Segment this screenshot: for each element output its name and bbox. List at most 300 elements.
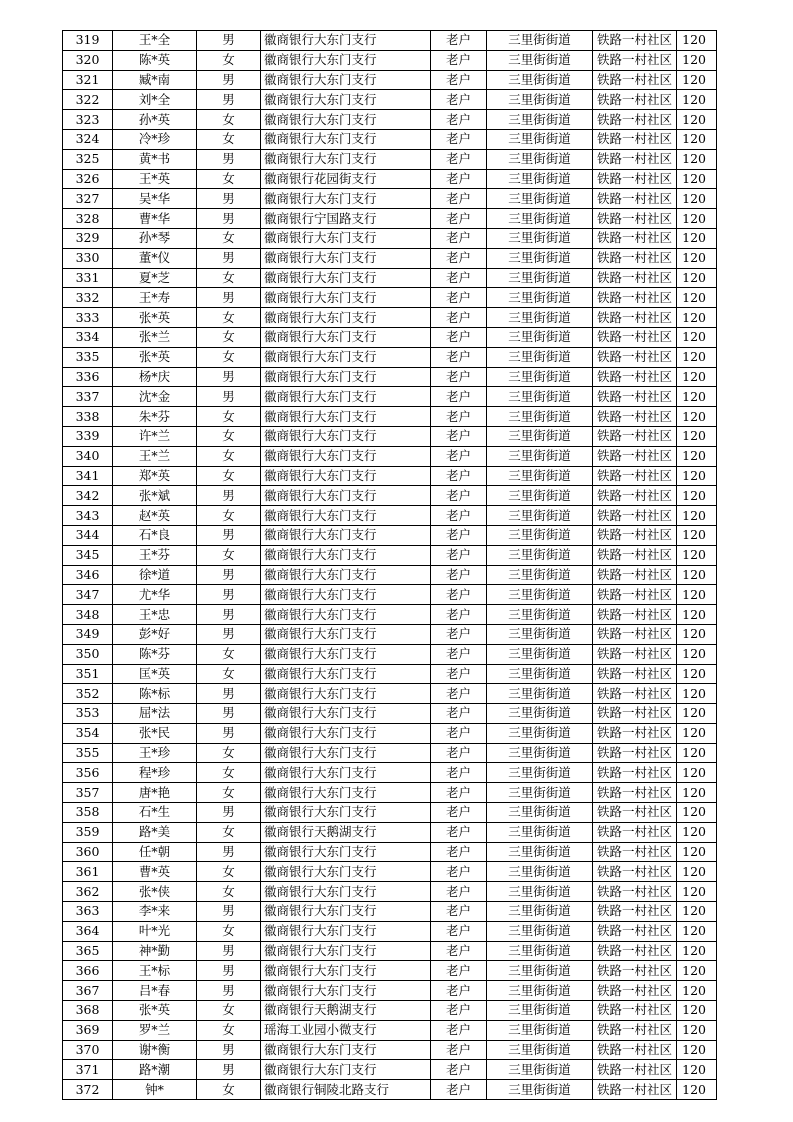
household-type-cell: 老户 (431, 466, 487, 486)
community-cell: 铁路一村社区 (593, 704, 677, 724)
subdistrict-cell: 三里街街道 (487, 941, 593, 961)
name-cell: 任*朝 (113, 842, 197, 862)
community-cell: 铁路一村社区 (593, 228, 677, 248)
subdistrict-cell: 三里街街道 (487, 446, 593, 466)
table-row (63, 506, 717, 526)
name-cell: 王*兰 (113, 446, 197, 466)
row-number-cell: 358 (63, 803, 113, 823)
community-cell: 铁路一村社区 (593, 387, 677, 407)
subdistrict-cell: 三里街街道 (487, 723, 593, 743)
name-cell: 刘*全 (113, 90, 197, 110)
row-number-cell: 326 (63, 169, 113, 189)
amount-cell: 120 (677, 189, 717, 209)
table-row (63, 426, 717, 446)
amount-cell: 120 (677, 644, 717, 664)
bank-branch-cell: 徽商银行大东门支行 (261, 644, 431, 664)
bank-branch-cell: 徽商银行大东门支行 (261, 783, 431, 803)
amount-cell: 120 (677, 783, 717, 803)
table-row (63, 644, 717, 664)
row-number-cell: 332 (63, 288, 113, 308)
table-row (63, 862, 717, 882)
table-row (63, 1001, 717, 1021)
amount-cell: 120 (677, 347, 717, 367)
table-row (63, 545, 717, 565)
bank-branch-cell: 徽商银行大东门支行 (261, 446, 431, 466)
community-cell: 铁路一村社区 (593, 209, 677, 229)
document-page (62, 30, 716, 1100)
household-type-cell: 老户 (431, 644, 487, 664)
household-type-cell: 老户 (431, 189, 487, 209)
gender-cell: 男 (197, 565, 261, 585)
household-type-cell: 老户 (431, 90, 487, 110)
row-number-cell: 334 (63, 327, 113, 347)
bank-branch-cell: 徽商银行大东门支行 (261, 248, 431, 268)
amount-cell: 120 (677, 110, 717, 130)
name-cell: 张*英 (113, 308, 197, 328)
household-type-cell: 老户 (431, 327, 487, 347)
gender-cell: 女 (197, 327, 261, 347)
table-row (63, 446, 717, 466)
amount-cell: 120 (677, 446, 717, 466)
row-number-cell: 323 (63, 110, 113, 130)
household-type-cell: 老户 (431, 565, 487, 585)
table-row (63, 308, 717, 328)
subdistrict-cell: 三里街街道 (487, 605, 593, 625)
name-cell: 匡*英 (113, 664, 197, 684)
amount-cell: 120 (677, 902, 717, 922)
amount-cell: 120 (677, 466, 717, 486)
subdistrict-cell: 三里街街道 (487, 149, 593, 169)
gender-cell: 男 (197, 149, 261, 169)
name-cell: 王*标 (113, 961, 197, 981)
amount-cell: 120 (677, 664, 717, 684)
row-number-cell: 360 (63, 842, 113, 862)
household-type-cell: 老户 (431, 684, 487, 704)
row-number-cell: 342 (63, 486, 113, 506)
name-cell: 李*来 (113, 902, 197, 922)
subdistrict-cell: 三里街街道 (487, 288, 593, 308)
table-row (63, 387, 717, 407)
subdistrict-cell: 三里街街道 (487, 90, 593, 110)
amount-cell: 120 (677, 327, 717, 347)
amount-cell: 120 (677, 70, 717, 90)
row-number-cell: 362 (63, 882, 113, 902)
gender-cell: 女 (197, 110, 261, 130)
community-cell: 铁路一村社区 (593, 743, 677, 763)
bank-branch-cell: 徽商银行大东门支行 (261, 545, 431, 565)
subdistrict-cell: 三里街街道 (487, 981, 593, 1001)
bank-branch-cell: 徽商银行大东门支行 (261, 664, 431, 684)
table-row (63, 149, 717, 169)
amount-cell: 120 (677, 1040, 717, 1060)
amount-cell: 120 (677, 585, 717, 605)
gender-cell: 女 (197, 308, 261, 328)
household-type-cell: 老户 (431, 704, 487, 724)
gender-cell: 男 (197, 525, 261, 545)
row-number-cell: 344 (63, 525, 113, 545)
community-cell: 铁路一村社区 (593, 585, 677, 605)
amount-cell: 120 (677, 367, 717, 387)
gender-cell: 女 (197, 644, 261, 664)
gender-cell: 女 (197, 426, 261, 446)
name-cell: 吕*春 (113, 981, 197, 1001)
amount-cell: 120 (677, 426, 717, 446)
name-cell: 王*忠 (113, 605, 197, 625)
table-row (63, 1020, 717, 1040)
bank-branch-cell: 徽商银行大东门支行 (261, 605, 431, 625)
subdistrict-cell: 三里街街道 (487, 486, 593, 506)
community-cell: 铁路一村社区 (593, 129, 677, 149)
community-cell: 铁路一村社区 (593, 961, 677, 981)
community-cell: 铁路一村社区 (593, 763, 677, 783)
amount-cell: 120 (677, 129, 717, 149)
subdistrict-cell: 三里街街道 (487, 387, 593, 407)
subdistrict-cell: 三里街街道 (487, 684, 593, 704)
gender-cell: 男 (197, 209, 261, 229)
name-cell: 曹*华 (113, 209, 197, 229)
gender-cell: 男 (197, 288, 261, 308)
household-type-cell: 老户 (431, 862, 487, 882)
name-cell: 张*民 (113, 723, 197, 743)
table-row (63, 189, 717, 209)
household-type-cell: 老户 (431, 308, 487, 328)
household-type-cell: 老户 (431, 545, 487, 565)
table-row (63, 327, 717, 347)
household-type-cell: 老户 (431, 426, 487, 446)
subdistrict-cell: 三里街街道 (487, 1001, 593, 1021)
table-row (63, 268, 717, 288)
row-number-cell: 345 (63, 545, 113, 565)
subdistrict-cell: 三里街街道 (487, 763, 593, 783)
gender-cell: 女 (197, 822, 261, 842)
name-cell: 路*潮 (113, 1060, 197, 1080)
household-type-cell: 老户 (431, 1080, 487, 1100)
household-type-cell: 老户 (431, 664, 487, 684)
subdistrict-cell: 三里街街道 (487, 31, 593, 51)
bank-branch-cell: 徽商银行大东门支行 (261, 902, 431, 922)
household-type-cell: 老户 (431, 506, 487, 526)
subdistrict-cell: 三里街街道 (487, 347, 593, 367)
bank-branch-cell: 徽商银行大东门支行 (261, 1040, 431, 1060)
household-type-cell: 老户 (431, 31, 487, 51)
amount-cell: 120 (677, 961, 717, 981)
community-cell: 铁路一村社区 (593, 1080, 677, 1100)
name-cell: 罗*兰 (113, 1020, 197, 1040)
name-cell: 王*芬 (113, 545, 197, 565)
subdistrict-cell: 三里街街道 (487, 803, 593, 823)
bank-branch-cell: 徽商银行大东门支行 (261, 684, 431, 704)
name-cell: 王*全 (113, 31, 197, 51)
household-type-cell: 老户 (431, 347, 487, 367)
name-cell: 屈*法 (113, 704, 197, 724)
community-cell: 铁路一村社区 (593, 545, 677, 565)
household-type-cell: 老户 (431, 149, 487, 169)
gender-cell: 男 (197, 486, 261, 506)
subdistrict-cell: 三里街街道 (487, 308, 593, 328)
household-type-cell: 老户 (431, 70, 487, 90)
row-number-cell: 353 (63, 704, 113, 724)
household-type-cell: 老户 (431, 1020, 487, 1040)
row-number-cell: 346 (63, 565, 113, 585)
table-row (63, 961, 717, 981)
row-number-cell: 333 (63, 308, 113, 328)
amount-cell: 120 (677, 228, 717, 248)
household-type-cell: 老户 (431, 763, 487, 783)
household-type-cell: 老户 (431, 129, 487, 149)
household-type-cell: 老户 (431, 882, 487, 902)
amount-cell: 120 (677, 387, 717, 407)
gender-cell: 男 (197, 902, 261, 922)
amount-cell: 120 (677, 842, 717, 862)
gender-cell: 女 (197, 783, 261, 803)
bank-branch-cell: 徽商银行大东门支行 (261, 288, 431, 308)
name-cell: 张*英 (113, 1001, 197, 1021)
subdistrict-cell: 三里街街道 (487, 842, 593, 862)
row-number-cell: 336 (63, 367, 113, 387)
gender-cell: 女 (197, 268, 261, 288)
row-number-cell: 340 (63, 446, 113, 466)
gender-cell: 女 (197, 407, 261, 427)
community-cell: 铁路一村社区 (593, 446, 677, 466)
row-number-cell: 327 (63, 189, 113, 209)
name-cell: 陈*芬 (113, 644, 197, 664)
table-row (63, 228, 717, 248)
bank-branch-cell: 徽商银行大东门支行 (261, 149, 431, 169)
gender-cell: 男 (197, 1040, 261, 1060)
table-row (63, 347, 717, 367)
name-cell: 张*侠 (113, 882, 197, 902)
household-type-cell: 老户 (431, 624, 487, 644)
gender-cell: 女 (197, 545, 261, 565)
name-cell: 尤*华 (113, 585, 197, 605)
name-cell: 路*美 (113, 822, 197, 842)
row-number-cell: 331 (63, 268, 113, 288)
table-row (63, 1080, 717, 1100)
row-number-cell: 369 (63, 1020, 113, 1040)
table-row (63, 981, 717, 1001)
name-cell: 赵*英 (113, 506, 197, 526)
household-type-cell: 老户 (431, 842, 487, 862)
table-body (63, 31, 717, 1100)
row-number-cell: 337 (63, 387, 113, 407)
subdistrict-cell: 三里街街道 (487, 882, 593, 902)
name-cell: 石*生 (113, 803, 197, 823)
row-number-cell: 351 (63, 664, 113, 684)
subdistrict-cell: 三里街街道 (487, 921, 593, 941)
amount-cell: 120 (677, 921, 717, 941)
gender-cell: 女 (197, 129, 261, 149)
subdistrict-cell: 三里街街道 (487, 1060, 593, 1080)
subdistrict-cell: 三里街街道 (487, 902, 593, 922)
household-type-cell: 老户 (431, 902, 487, 922)
bank-branch-cell: 徽商银行大东门支行 (261, 347, 431, 367)
amount-cell: 120 (677, 149, 717, 169)
row-number-cell: 354 (63, 723, 113, 743)
community-cell: 铁路一村社区 (593, 149, 677, 169)
amount-cell: 120 (677, 981, 717, 1001)
name-cell: 杨*庆 (113, 367, 197, 387)
household-type-cell: 老户 (431, 605, 487, 625)
row-number-cell: 363 (63, 902, 113, 922)
amount-cell: 120 (677, 1020, 717, 1040)
row-number-cell: 325 (63, 149, 113, 169)
table-row (63, 407, 717, 427)
amount-cell: 120 (677, 169, 717, 189)
row-number-cell: 322 (63, 90, 113, 110)
name-cell: 郑*英 (113, 466, 197, 486)
bank-branch-cell: 徽商银行天鹅湖支行 (261, 822, 431, 842)
amount-cell: 120 (677, 308, 717, 328)
row-number-cell: 349 (63, 624, 113, 644)
gender-cell: 男 (197, 981, 261, 1001)
name-cell: 夏*芝 (113, 268, 197, 288)
community-cell: 铁路一村社区 (593, 308, 677, 328)
name-cell: 徐*道 (113, 565, 197, 585)
name-cell: 神*勤 (113, 941, 197, 961)
gender-cell: 女 (197, 862, 261, 882)
table-row (63, 763, 717, 783)
table-row (63, 803, 717, 823)
amount-cell: 120 (677, 50, 717, 70)
gender-cell: 女 (197, 347, 261, 367)
table-row (63, 50, 717, 70)
row-number-cell: 367 (63, 981, 113, 1001)
household-type-cell: 老户 (431, 110, 487, 130)
community-cell: 铁路一村社区 (593, 664, 677, 684)
household-type-cell: 老户 (431, 1060, 487, 1080)
name-cell: 黄*书 (113, 149, 197, 169)
amount-cell: 120 (677, 624, 717, 644)
household-type-cell: 老户 (431, 50, 487, 70)
household-type-cell: 老户 (431, 268, 487, 288)
gender-cell: 男 (197, 367, 261, 387)
bank-branch-cell: 徽商银行大东门支行 (261, 981, 431, 1001)
gender-cell: 女 (197, 763, 261, 783)
bank-branch-cell: 瑶海工业园小微支行 (261, 1020, 431, 1040)
community-cell: 铁路一村社区 (593, 822, 677, 842)
household-type-cell: 老户 (431, 209, 487, 229)
gender-cell: 男 (197, 387, 261, 407)
subdistrict-cell: 三里街街道 (487, 268, 593, 288)
table-row (63, 585, 717, 605)
row-number-cell: 319 (63, 31, 113, 51)
subdistrict-cell: 三里街街道 (487, 506, 593, 526)
subdistrict-cell: 三里街街道 (487, 110, 593, 130)
household-type-cell: 老户 (431, 941, 487, 961)
household-type-cell: 老户 (431, 921, 487, 941)
name-cell: 程*珍 (113, 763, 197, 783)
table-row (63, 1040, 717, 1060)
name-cell: 钟* (113, 1080, 197, 1100)
community-cell: 铁路一村社区 (593, 723, 677, 743)
row-number-cell: 370 (63, 1040, 113, 1060)
community-cell: 铁路一村社区 (593, 90, 677, 110)
amount-cell: 120 (677, 31, 717, 51)
table-row (63, 525, 717, 545)
row-number-cell: 324 (63, 129, 113, 149)
subdistrict-cell: 三里街街道 (487, 565, 593, 585)
bank-branch-cell: 徽商银行大东门支行 (261, 407, 431, 427)
gender-cell: 女 (197, 1080, 261, 1100)
amount-cell: 120 (677, 545, 717, 565)
name-cell: 冷*珍 (113, 129, 197, 149)
subdistrict-cell: 三里街街道 (487, 129, 593, 149)
community-cell: 铁路一村社区 (593, 605, 677, 625)
community-cell: 铁路一村社区 (593, 268, 677, 288)
name-cell: 沈*金 (113, 387, 197, 407)
subdistrict-cell: 三里街街道 (487, 624, 593, 644)
row-number-cell: 352 (63, 684, 113, 704)
bank-branch-cell: 徽商银行大东门支行 (261, 585, 431, 605)
amount-cell: 120 (677, 209, 717, 229)
community-cell: 铁路一村社区 (593, 367, 677, 387)
row-number-cell: 347 (63, 585, 113, 605)
row-number-cell: 328 (63, 209, 113, 229)
row-number-cell: 366 (63, 961, 113, 981)
bank-branch-cell: 徽商银行大东门支行 (261, 565, 431, 585)
row-number-cell: 361 (63, 862, 113, 882)
community-cell: 铁路一村社区 (593, 1040, 677, 1060)
row-number-cell: 357 (63, 783, 113, 803)
gender-cell: 女 (197, 169, 261, 189)
amount-cell: 120 (677, 1001, 717, 1021)
gender-cell: 男 (197, 803, 261, 823)
gender-cell: 男 (197, 31, 261, 51)
subdistrict-cell: 三里街街道 (487, 862, 593, 882)
community-cell: 铁路一村社区 (593, 486, 677, 506)
row-number-cell: 371 (63, 1060, 113, 1080)
amount-cell: 120 (677, 288, 717, 308)
bank-branch-cell: 徽商银行大东门支行 (261, 882, 431, 902)
household-type-cell: 老户 (431, 387, 487, 407)
gender-cell: 女 (197, 50, 261, 70)
name-cell: 叶*光 (113, 921, 197, 941)
amount-cell: 120 (677, 822, 717, 842)
community-cell: 铁路一村社区 (593, 169, 677, 189)
bank-branch-cell: 徽商银行宁国路支行 (261, 209, 431, 229)
table-row (63, 129, 717, 149)
community-cell: 铁路一村社区 (593, 506, 677, 526)
subdistrict-cell: 三里街街道 (487, 1040, 593, 1060)
subdistrict-cell: 三里街街道 (487, 961, 593, 981)
household-type-cell: 老户 (431, 1040, 487, 1060)
community-cell: 铁路一村社区 (593, 189, 677, 209)
table-row (63, 1060, 717, 1080)
bank-branch-cell: 徽商银行大东门支行 (261, 31, 431, 51)
household-type-cell: 老户 (431, 783, 487, 803)
household-type-cell: 老户 (431, 525, 487, 545)
bank-branch-cell: 徽商银行大东门支行 (261, 921, 431, 941)
gender-cell: 男 (197, 684, 261, 704)
bank-branch-cell: 徽商银行大东门支行 (261, 110, 431, 130)
household-type-cell: 老户 (431, 1001, 487, 1021)
amount-cell: 120 (677, 743, 717, 763)
gender-cell: 女 (197, 664, 261, 684)
community-cell: 铁路一村社区 (593, 1060, 677, 1080)
amount-cell: 120 (677, 1060, 717, 1080)
household-type-cell: 老户 (431, 288, 487, 308)
community-cell: 铁路一村社区 (593, 624, 677, 644)
bank-branch-cell: 徽商银行大东门支行 (261, 189, 431, 209)
bank-branch-cell: 徽商银行大东门支行 (261, 743, 431, 763)
table-row (63, 486, 717, 506)
bank-branch-cell: 徽商银行大东门支行 (261, 70, 431, 90)
table-row (63, 743, 717, 763)
community-cell: 铁路一村社区 (593, 525, 677, 545)
household-type-cell: 老户 (431, 169, 487, 189)
name-cell: 石*良 (113, 525, 197, 545)
bank-branch-cell: 徽商银行大东门支行 (261, 367, 431, 387)
